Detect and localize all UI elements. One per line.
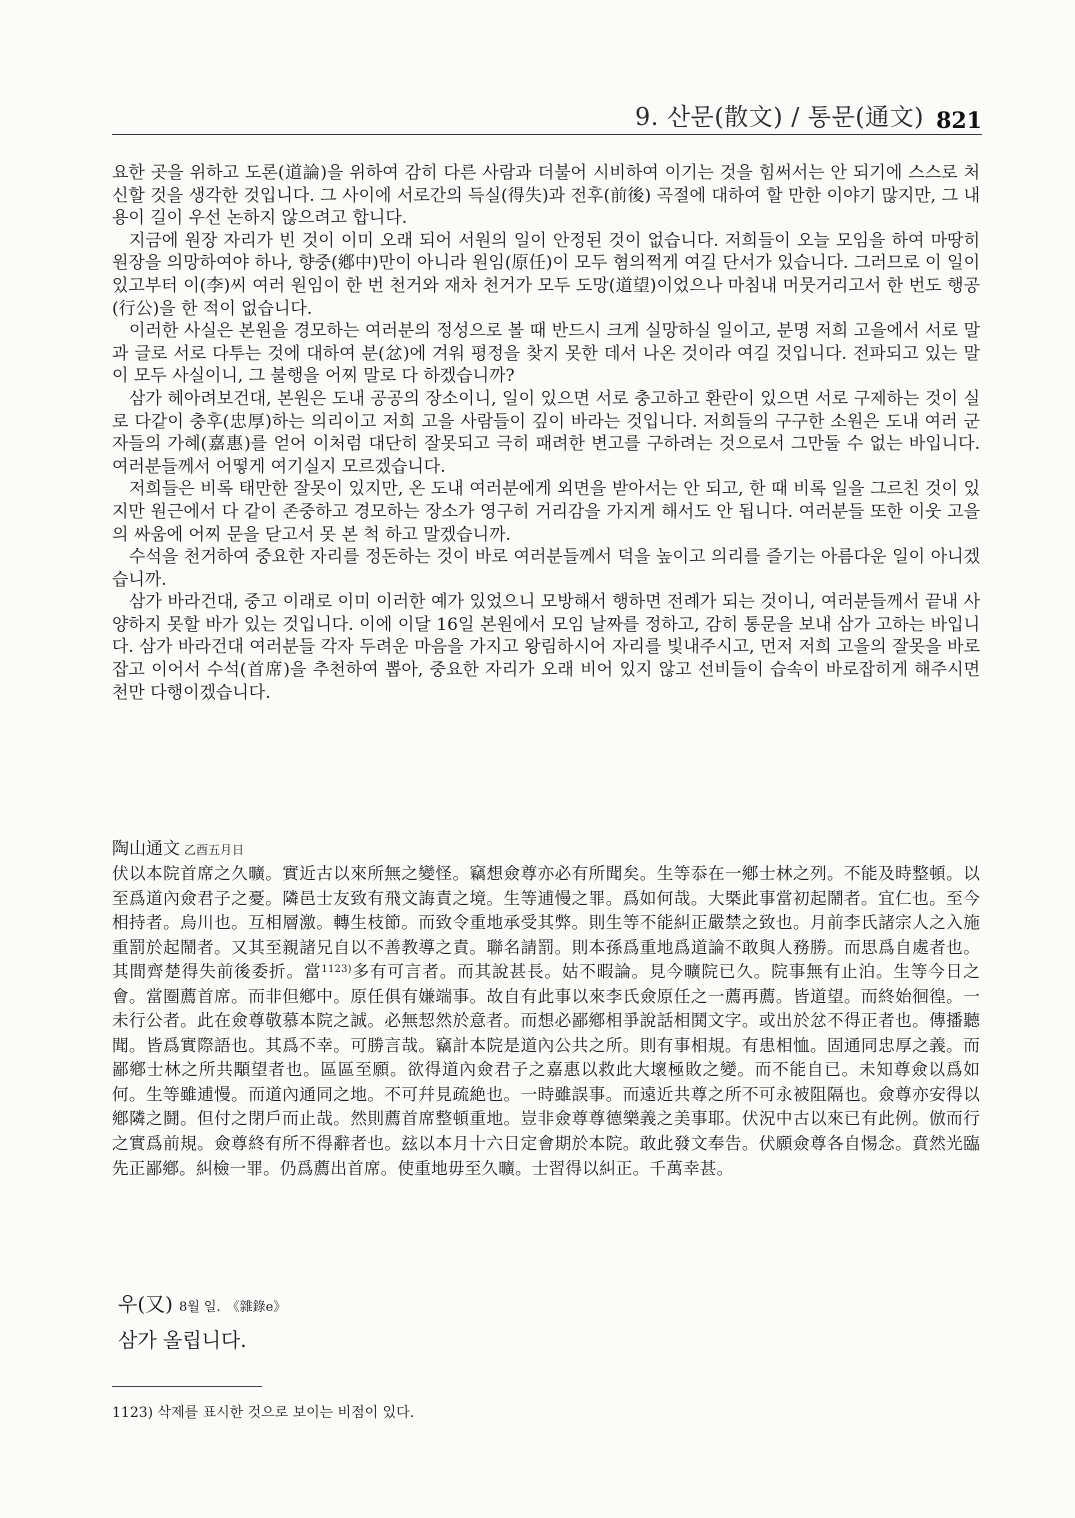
next-document-title: 우(又) xyxy=(118,1292,173,1316)
body-paragraph: 요한 곳을 위하고 도론(道論)을 위하여 감히 다른 사람과 더불어 시비하여 이기는 것을 힘써서는 안 되기에 스스로 처신할 것을 생각한 것입니다. 그 사이에 서로간의 득실(得失)과 전후(前後) 곡절에 대하여 할 만한 이야기 많지만, 그 내용이 길이 우선 논하지 않으려고 합니다. xyxy=(112,163,980,229)
section-title: 9. 산문(散文) / 통문(通文) xyxy=(634,103,924,131)
greeting-line: 삼가 올립니다. xyxy=(118,1328,247,1352)
hanmun-text-part-2: 多有可言者。而其說甚長。姑不暇論。見今曠院已久。院事無有止泊。生等今日之會。當圈薦首席。而非但鄕中。原任俱有嫌端事。故自有此事以來李氏僉原任之一薦再薦。皆道望。而終始徊徨。一未行公者。此在僉尊敬慕本院之誠。必無恝然於意者。而想必鄙鄕相爭說話相鬨文字。或出於忿不得正者也。傳播聽聞。皆爲實際語也。其爲不幸。可勝言哉。竊計本院是道內公共之所。則有事相規。有患相恤。固通同忠厚之義。而鄙鄕士林之所共顒望者也。區區至願。欲得道內僉君子之嘉惠以救此大壞極敗之變。而不能自已。未知尊僉以爲如何。生等雖逋慢。而道內通同之地。不可幷見疏絶也。一時雖誤事。而遠近共尊之所不可永被阻隔也。僉尊亦安得以鄕隣之鬪。但付之閉戶而止哉。然則薦首席整頓重地。豈非僉尊尊德樂義之美事耶。伏況中古以來已有此例。倣而行之實爲前規。僉尊終有所不得辭者也。玆以本月十六日定會期於本院。敢此發文奉告。伏願僉尊各自惕念。賁然光臨先正鄙鄕。糾檢一罪。仍爲薦出首席。使重地毋至久曠。士習得以糾正。千萬幸甚。 xyxy=(112,962,981,1178)
footnote-divider xyxy=(112,1386,262,1387)
body-paragraph: 지금에 원장 자리가 빈 것이 이미 오래 되어 서원의 일이 안정된 것이 없습니다. 저희들이 오늘 모임을 하여 마땅히 원장을 의망하여야 하나, 향중(鄕中)만이 아니라 원임(原任)이 모두 혐의쩍게 여길 단서가 있습니다. 그러므로 이 일이 있고부터 이(李)씨 여러 원임이 한 번 천거와 재차 천거가 모두 도망(道望)이었으나 마침내 머뭇거리고서 한 번도 행공(行公)을 한 적이 없습니다. xyxy=(112,230,980,319)
body-paragraph: 이러한 사실은 본원을 경모하는 여러분의 정성으로 볼 때 반드시 크게 실망하실 일이고, 분명 저희 고을에서 서로 말과 글로 서로 다투는 것에 대하여 분(忿)에 겨워 평정을 찾지 못한 데서 나온 것이라 여길 것입니다. 전파되고 있는 말이 모두 사실이니, 그 불행을 어찌 말로 다 하겠습니까? xyxy=(112,321,980,387)
body-paragraph: 저희들은 비록 태만한 잘못이 있지만, 온 도내 여러분에게 외면을 받아서는 안 되고, 한 때 비록 일을 그르친 것이 있지만 원근에서 다 같이 존중하고 경모하는 장소가 영구히 거리감을 가지게 해서도 안 됩니다. 여러분들 또한 이웃 고을의 싸움에 어찌 문을 닫고서 못 본 척 하고 말겠습니까. xyxy=(112,479,980,545)
body-paragraph: 삼가 바라건대, 중고 이래로 이미 이러한 예가 있었으니 모방해서 행하면 전례가 되는 것이니, 여러분들께서 끝내 사양하지 못할 바가 있는 것입니다. 이에 이달 16일 본원에서 모임 날짜를 정하고, 감히 통문을 보내 삼가 고하는 바입니다. 삼가 바라건대 여러분들 각자 두려운 마음을 가지고 왕림하시어 자리를 빛내주시고, 먼저 저희 고을의 잘못을 바로잡고 이어서 수석(首席)을 추천하여 뽑아, 중요한 자리가 오래 비어 있지 않고 선비들이 습속이 바로잡히게 해주시면 천만 다행이겠습니다. xyxy=(112,592,980,703)
page-number: 821 xyxy=(936,108,982,134)
body-paragraph: 수석을 천거하여 중요한 자리를 정돈하는 것이 바로 여러분들께서 덕을 높이고 의리를 즐기는 아름다운 일이 아니겠습니까. xyxy=(112,547,980,590)
korean-translation-body xyxy=(112,162,980,704)
next-document-date: 8월 일. xyxy=(178,1300,221,1315)
running-header xyxy=(112,104,982,135)
hanmun-title-text: 陶山通文 xyxy=(112,839,180,859)
hanmun-text-part-1: 伏以本院首席之久曠。實近古以來所無之變怪。竊想僉尊亦必有所聞矣。生等忝在一鄕士林之列。不能及時整頓。以至爲道內僉君子之憂。隣邑士友致有飛文誨責之境。生等逋慢之罪。爲如何哉。大槩此事當初起鬧者。宜仁也。至今相持者。烏川也。互相層激。轉生枝節。而致令重地承受其弊。則生等不能糾正嚴禁之致也。月前李氏諸宗人之入施重罰於起鬧者。又其至親諸兄自以不善教導之責。聯名請罰。則本孫爲重地爲道論不敢與人務勝。而思爲自處者也。其間齊楚得失前後委折。當 xyxy=(112,864,980,982)
footnote: 1123) 삭제를 표시한 것으로 보이는 비점이 있다. xyxy=(112,1405,415,1421)
body-paragraph: 삼가 헤아려보건대, 본원은 도내 공공의 장소이니, 일이 있으면 서로 충고하고 환란이 있으면 서로 구제하는 것이 실로 다같이 충후(忠厚)하는 의리이고 저희 고을 사람들이 깊이 바라는 것입니다. 저희들의 구구한 소원은 도내 여러 군자들의 가혜(嘉惠)를 얻어 이처럼 대단히 잘못되고 극히 패려한 변고를 구하려는 것으로서 그만둘 수 없는 바입니다. 여러분들께서 어떻게 여기실지 모르겠습니다. xyxy=(112,388,980,477)
hanmun-original-text xyxy=(112,862,980,1181)
hanmun-document-title xyxy=(112,834,244,859)
hanmun-date: 乙酉五月日 xyxy=(184,843,245,857)
footnote-marker: 1123) xyxy=(321,964,352,976)
next-document-source: 《雜錄e》 xyxy=(226,1300,287,1315)
next-document-heading xyxy=(118,1288,286,1317)
